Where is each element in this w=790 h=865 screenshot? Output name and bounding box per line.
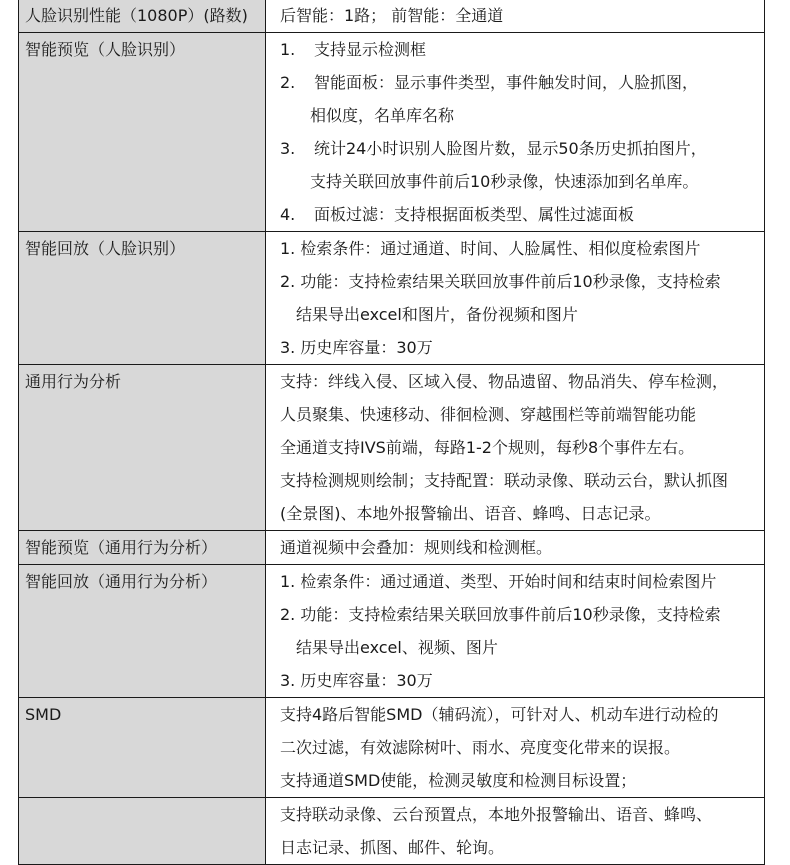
- spec-table-body: [19, 0, 765, 865]
- table-row: [19, 365, 765, 531]
- content-line: 结果导出excel和图片，备份视频和图片: [296, 305, 578, 324]
- content-line: (全景图)、本地外报警输出、语音、蜂鸣、日志记录。: [280, 504, 661, 523]
- content-line: 支持通道SMD使能，检测灵敏度和检测目标设置；: [280, 771, 637, 790]
- content-line: 人员聚集、快速移动、徘徊检测、穿越围栏等前端智能功能: [280, 405, 697, 424]
- list-text: 支持显示检测框: [314, 40, 427, 59]
- row-content: [266, 232, 765, 365]
- content-line: 二次过滤，有效滤除树叶、雨水、亮度变化带来的误报。: [280, 738, 681, 757]
- content-line: 支持检测规则绘制；支持配置：联动录像、联动云台，默认抓图: [280, 471, 729, 490]
- content-line: [280, 198, 764, 231]
- content-line: 支持：绊线入侵、区域入侵、物品遗留、物品消失、停车检测，: [280, 372, 729, 391]
- row-content: [266, 698, 765, 798]
- content-line: 日志记录、抓图、邮件、轮询。: [280, 838, 505, 857]
- content-line: 相似度，名单库名称: [310, 106, 455, 125]
- content-line: 全通道支持IVS前端，每路1-2个规则，每秒8个事件左右。: [280, 438, 695, 457]
- list-text: 面板过滤：支持根据面板类型、属性过滤面板: [314, 205, 635, 224]
- row-content: [266, 0, 765, 33]
- row-content: [266, 531, 765, 565]
- table-row: [19, 531, 765, 565]
- table-row: [19, 33, 765, 232]
- row-label: SMD: [19, 698, 266, 798]
- spec-table: [18, 0, 765, 865]
- content-line: 1. 检索条件：通过通道、时间、人脸属性、相似度检索图片: [280, 239, 701, 258]
- table-row: [19, 798, 765, 865]
- content-line: 通道视频中会叠加：规则线和检测框。: [280, 538, 553, 557]
- list-text: 统计24小时识别人脸图片数，显示50条历史抓拍图片，: [314, 139, 707, 158]
- row-label: 通用行为分析: [19, 365, 266, 531]
- list-number: 2.: [280, 73, 296, 92]
- list-number: 3.: [280, 139, 296, 158]
- content-line: [280, 66, 764, 99]
- row-label: 智能回放（人脸识别）: [19, 232, 266, 365]
- content-line: 3. 历史库容量：30万: [280, 671, 433, 690]
- table-row: [19, 0, 765, 33]
- row-content: [266, 365, 765, 531]
- list-text: 智能面板：显示事件类型，事件触发时间，人脸抓图，: [314, 73, 699, 92]
- content-line: [280, 132, 764, 165]
- content-line: 3. 历史库容量：30万: [280, 338, 433, 357]
- row-label: 智能预览（人脸识别）: [19, 33, 266, 232]
- content-line: 结果导出excel、视频、图片: [296, 638, 498, 657]
- content-line: [280, 33, 764, 66]
- row-label: 智能回放（通用行为分析）: [19, 565, 266, 698]
- content-line: 支持联动录像、云台预置点，本地外报警输出、语音、蜂鸣、: [280, 805, 713, 824]
- row-content: [266, 33, 765, 232]
- content-line: 1. 检索条件：通过通道、类型、开始时间和结束时间检索图片: [280, 572, 717, 591]
- content-line: 2. 功能：支持检索结果关联回放事件前后10秒录像，支持检索: [280, 605, 721, 624]
- table-row: [19, 565, 765, 698]
- content-line: 支持4路后智能SMD（辅码流），可针对人、机动车进行动检的: [280, 705, 719, 724]
- row-label: 人脸识别性能（1080P）(路数): [19, 0, 266, 33]
- content-line: 支持关联回放事件前后10秒录像，快速添加到名单库。: [310, 172, 699, 191]
- table-row: [19, 232, 765, 365]
- list-number: 1.: [280, 40, 296, 59]
- list-number: 4.: [280, 205, 296, 224]
- row-content: [266, 798, 765, 865]
- content-line: 后智能：1路； 前智能：全通道: [280, 6, 504, 25]
- table-row: [19, 698, 765, 798]
- row-label: 智能预览（通用行为分析）: [19, 531, 266, 565]
- row-label: [19, 798, 266, 865]
- content-line: 2. 功能：支持检索结果关联回放事件前后10秒录像，支持检索: [280, 272, 721, 291]
- row-content: [266, 565, 765, 698]
